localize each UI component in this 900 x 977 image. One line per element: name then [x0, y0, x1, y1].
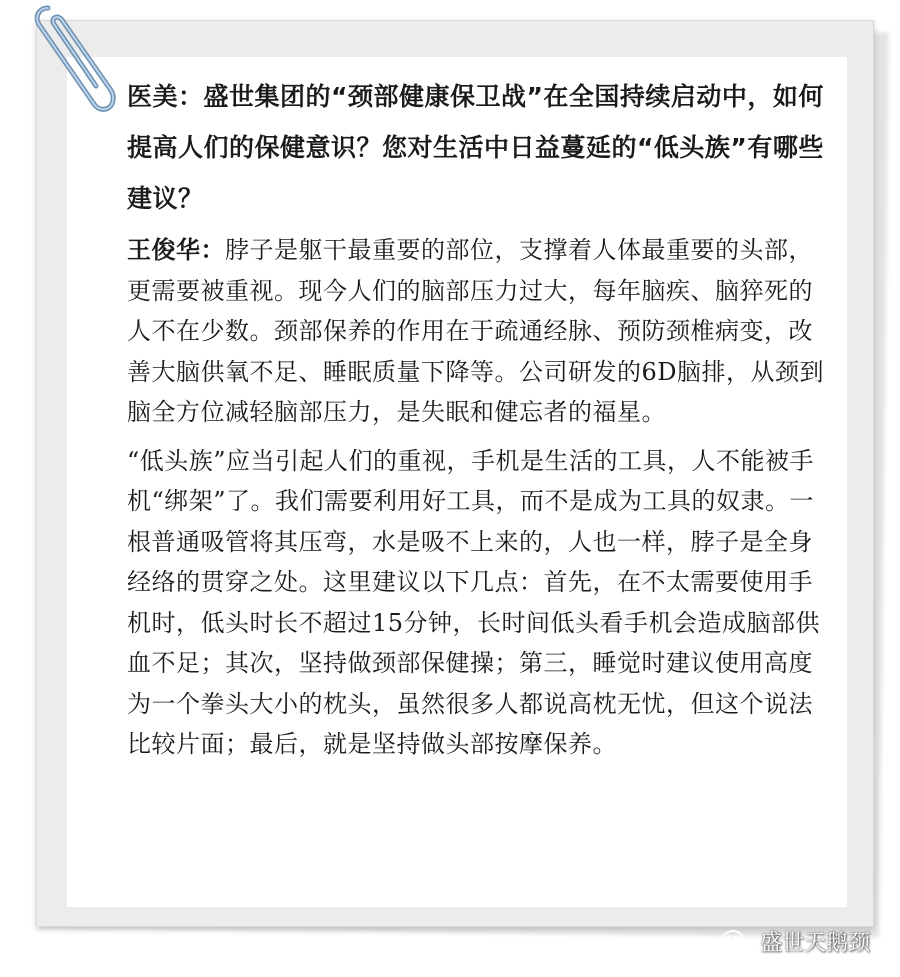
interview-answer-paragraph-1: [77, 230, 835, 433]
answer-paragraph-1-text: 脖子是躯干最重要的部位，支撑着人体最重要的头部，更需要被重视。现今人们的脑部压力过大，每年脑疾、脑猝死的人不在少数。颈部保养的作用在于疏通经脉、预防颈椎病变，改善大脑供氧不足、睡眠质量下降等。公司研发的6D脑排，从颈到脑全方位减轻脑部压力，是失眠和健忘者的福星。: [127, 236, 825, 426]
answer-speaker: 王俊华：: [127, 236, 225, 264]
interview-answer-paragraph-2: [77, 441, 835, 765]
answer-paragraph-2-text: “低头族”应当引起人们的重视，手机是生活的工具，人不能被手机“绑架”了。我们需要利用好工具，而不是成为工具的奴隶。一根普通吸管将其压弯，水是吸不上来的，人也一样，脖子是全身经络的贯穿之处。这里建议以下几点：首先，在不太需要使用手机时，低头时长不超过15分钟，长时间低头看手机会造成脑部供血不足；其次，坚持做颈部保健操；第三，睡觉时建议使用高度为一个拳头大小的枕头，虽然很多人都说高枕无忧，但这个说法比较片面；最后，就是坚持做头部按摩保养。: [127, 446, 821, 758]
note-card: [36, 20, 874, 927]
article-sheet: [67, 57, 847, 907]
question-text: 盛世集团的“颈部健康保卫战”在全国持续启动中，如何提高人们的保健意识？您对生活中日益蔓延的“低头族”有哪些建议？: [127, 82, 824, 213]
watermark-text: 盛世天鹅颈: [759, 931, 870, 956]
paperclip-icon: [30, 0, 120, 120]
wechat-icon: [722, 929, 752, 955]
watermark: [722, 926, 870, 957]
question-speaker: 医美：: [127, 82, 204, 111]
interview-question: [77, 71, 835, 224]
